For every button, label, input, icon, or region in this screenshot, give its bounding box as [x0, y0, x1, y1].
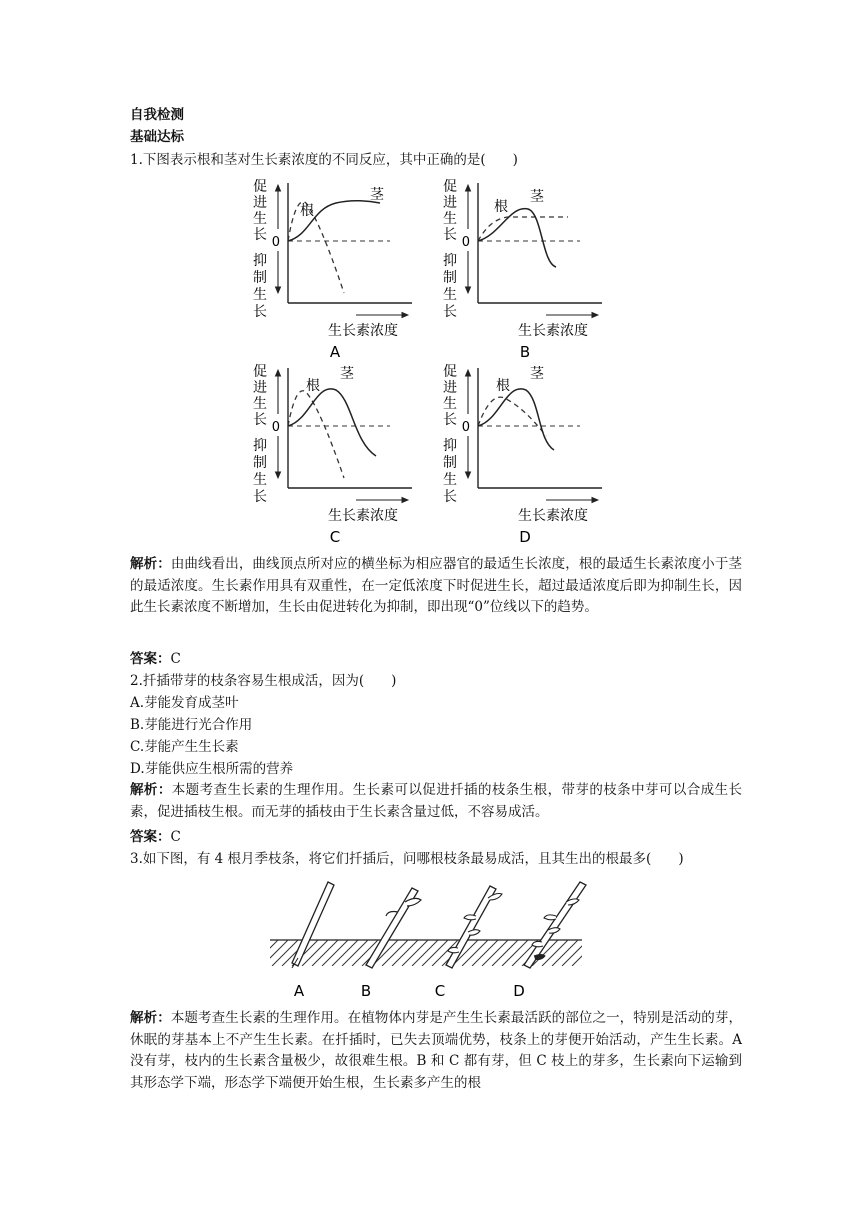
bud-icon	[464, 915, 476, 920]
cutting-label-c: C	[434, 982, 446, 1000]
hatch-line	[482, 940, 508, 966]
q1-analysis-text: 由曲线看出，曲线顶点所对应的横坐标为相应器官的最适生长浓度，根的最适生长素浓度小于茎的最适浓度。生长素作用具有双重性，在一定低浓度下时促进生长，超过最适浓度后即为抑制生长，因此生长素浓度不断增加，生长由促进转化为抑制，即出现“0”位线以下的趋势。	[130, 556, 743, 615]
q3-analysis-label: 解析：	[130, 1010, 171, 1026]
y-label-inhibit-char: 制	[443, 455, 457, 471]
hatch-line	[342, 940, 368, 966]
y-label-promote-char: 进	[443, 195, 457, 211]
hatch-line	[392, 940, 418, 966]
cutting-b	[366, 888, 421, 968]
graph-b	[443, 179, 602, 361]
root-curve	[478, 217, 568, 241]
zero-label: 0	[461, 420, 470, 435]
q3-cuttings-figure	[262, 878, 592, 1000]
hatch-line	[412, 940, 438, 966]
option-label: D	[519, 528, 531, 546]
y-label-inhibit-char: 生	[443, 287, 457, 303]
q2-answer	[130, 828, 181, 846]
q2-analysis	[130, 780, 742, 823]
zero-label: 0	[271, 235, 280, 250]
q3-analysis	[130, 1008, 742, 1094]
graph-c	[253, 364, 412, 546]
q3-analysis-text: 本题考查生长素的生理作用。在植物体内芽是产生生长素最活跃的部位之一，特别是活动的芽，休眠的芽基本上不产生生长素。在扦插时，已失去顶端优势，枝条上的芽便开始活动，产生生长素。A 没有芽，枝内的生长素含量极少，故很难生根。B 和 C 都有芽，但 C 枝上的芽多，生长素向下运输到其形态学下端，形态学下端便开始生根，生长素多产生的根	[130, 1010, 743, 1091]
q2-choice-d: D.芽能供应生根所需的营养	[130, 761, 294, 777]
cutting-label-d: D	[513, 982, 525, 1000]
y-label-promote-char: 进	[443, 380, 457, 396]
q1-analysis-label: 解析：	[130, 556, 171, 572]
hatch-line	[502, 940, 528, 966]
cutting-label-a: A	[293, 982, 305, 1000]
q2-choice-b: B.芽能进行光合作用	[130, 717, 253, 733]
hatch-line	[562, 940, 588, 966]
q2-analysis-label: 解析：	[130, 782, 172, 798]
y-label-promote-char: 促	[443, 364, 457, 380]
q1-answer-value: C	[170, 651, 181, 667]
y-label-promote-char: 生	[443, 211, 457, 227]
root-label: 根	[300, 203, 314, 219]
root-curve	[478, 397, 546, 436]
hatch-line	[582, 940, 608, 966]
q2-choice-c: C.芽能产生生长素	[130, 739, 239, 755]
q2-stem: 2.扦插带芽的枝条容易生根成活，因为( )	[130, 673, 397, 689]
hatch-line	[592, 940, 618, 966]
y-label-promote-char: 长	[443, 227, 457, 243]
q2-analysis-text: 本题考查生长素的生理作用。生长素可以促进扦插的枝条生根，带芽的枝条中芽可以合成生长素，促进插枝生根。而无芽的插枝由于生长素含量过低，不容易成活。	[130, 782, 743, 820]
y-label-inhibit-char: 长	[253, 304, 267, 320]
hatch-line	[332, 940, 358, 966]
root-label: 根	[496, 378, 510, 394]
y-label-promote-char: 生	[253, 396, 267, 412]
stem-label: 茎	[340, 366, 354, 382]
y-label-inhibit-char: 抑	[253, 438, 267, 454]
stem-label: 茎	[370, 187, 384, 203]
graph-d	[443, 364, 602, 546]
y-label-promote-char: 促	[253, 179, 267, 195]
y-label-promote-char: 长	[253, 227, 267, 243]
y-label-inhibit-char: 长	[443, 489, 457, 505]
q1-graphs-figure	[240, 175, 620, 546]
zero-label: 0	[271, 420, 280, 435]
hatch-line	[312, 940, 338, 966]
y-label-inhibit-char: 制	[253, 455, 267, 471]
hatch-line	[422, 940, 448, 966]
graph-a	[253, 179, 412, 361]
hatch-line	[492, 940, 518, 966]
hatch-line	[552, 940, 578, 966]
q1-stem: 1.下图表示根和茎对生长素浓度的不同反应，其中正确的是( )	[130, 152, 518, 168]
y-label-inhibit-char: 生	[443, 472, 457, 488]
option-label: B	[519, 343, 531, 361]
hatch-line	[252, 940, 278, 966]
y-label-inhibit-char: 抑	[253, 253, 267, 269]
x-axis-label: 生长素浓度	[518, 323, 588, 339]
subsection-title: 基础达标	[130, 129, 184, 145]
hatch-line	[322, 940, 348, 966]
bud-icon	[448, 947, 459, 952]
cutting-c	[446, 886, 502, 968]
y-label-inhibit-char: 抑	[443, 438, 457, 454]
q2-answer-label: 答案：	[130, 829, 171, 845]
y-label-promote-char: 进	[253, 380, 267, 396]
y-label-inhibit-char: 生	[253, 287, 267, 303]
hatch-line	[242, 940, 268, 966]
stem-label: 茎	[530, 189, 544, 205]
bud-icon	[534, 955, 545, 960]
x-axis-label: 生长素浓度	[328, 508, 398, 524]
q2-answer-value: C	[170, 829, 181, 845]
q1-analysis	[130, 554, 742, 619]
y-label-inhibit-char: 长	[443, 304, 457, 320]
y-label-inhibit-char: 制	[253, 270, 267, 286]
q1-answer-label: 答案：	[130, 651, 171, 667]
y-label-promote-char: 生	[443, 396, 457, 412]
zero-label: 0	[461, 235, 470, 250]
option-label: C	[329, 528, 341, 546]
bud-icon	[544, 915, 556, 920]
y-label-inhibit-char: 生	[253, 472, 267, 488]
y-label-promote-char: 促	[253, 364, 267, 380]
x-axis-label: 生长素浓度	[328, 323, 398, 339]
bud-icon	[532, 941, 543, 946]
y-label-inhibit-char: 抑	[443, 253, 457, 269]
y-label-promote-char: 生	[253, 211, 267, 227]
stem-curve	[478, 389, 554, 450]
x-axis-label: 生长素浓度	[518, 508, 588, 524]
y-label-inhibit-char: 长	[253, 489, 267, 505]
y-label-promote-char: 长	[253, 412, 267, 428]
cutting-d	[524, 882, 586, 968]
cutting-label-b: B	[360, 982, 372, 1000]
y-label-promote-char: 长	[443, 412, 457, 428]
root-curve	[288, 391, 344, 478]
hatch-line	[572, 940, 598, 966]
root-label: 根	[494, 199, 508, 215]
y-label-promote-char: 进	[253, 195, 267, 211]
stem-label: 茎	[530, 366, 544, 382]
hatch-line	[402, 940, 428, 966]
q2-choice-a: A.芽能发育成茎叶	[130, 695, 239, 711]
y-label-promote-char: 促	[443, 179, 457, 195]
q3-stem: 3.如下图，有 4 根月季枝条，将它们扦插后，问哪根枝条最易成活，且其生出的根最多( )	[130, 851, 684, 867]
hatch-line	[472, 940, 498, 966]
y-label-inhibit-char: 制	[443, 270, 457, 286]
section-title: 自我检测	[130, 107, 184, 123]
q1-answer	[130, 650, 181, 668]
hatch-line	[262, 940, 288, 966]
option-label: A	[329, 343, 341, 361]
root-label: 根	[306, 378, 320, 394]
